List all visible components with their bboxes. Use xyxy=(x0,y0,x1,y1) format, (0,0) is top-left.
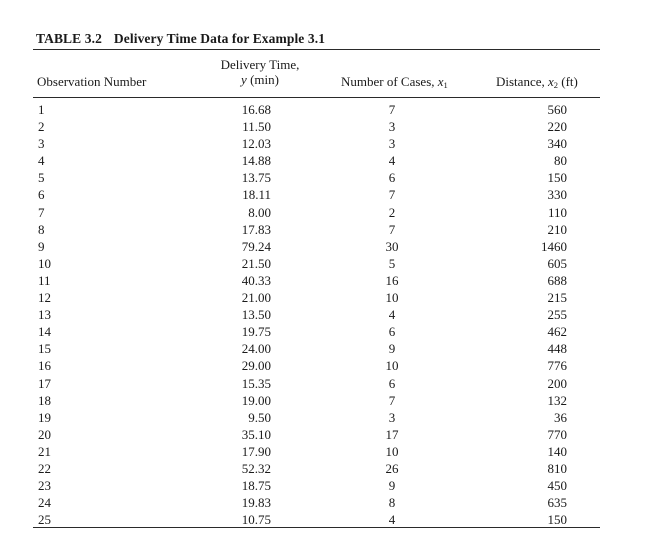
table-row xyxy=(0,306,647,323)
table-row xyxy=(0,392,647,409)
table-row xyxy=(0,426,647,443)
cell-number-of-cases: 3 xyxy=(388,409,396,425)
table-row xyxy=(0,204,647,221)
cell-observation: 25 xyxy=(38,512,51,528)
cell-number-of-cases: 9 xyxy=(388,341,396,357)
cell-distance: 215 xyxy=(547,290,567,306)
cell-delivery-time: 12.03 xyxy=(241,136,271,152)
cell-number-of-cases: 3 xyxy=(388,119,396,135)
cell-observation: 24 xyxy=(38,495,51,511)
table-row xyxy=(0,152,647,169)
cell-delivery-time: 13.75 xyxy=(241,170,271,186)
cell-distance: 150 xyxy=(547,512,567,528)
cell-distance: 560 xyxy=(547,102,567,117)
cell-observation: 1 xyxy=(38,102,45,117)
cell-delivery-time: 35.10 xyxy=(241,426,271,442)
cell-delivery-time: 19.83 xyxy=(241,495,271,511)
table-row xyxy=(0,238,647,255)
top-rule xyxy=(33,49,600,50)
cell-distance: 688 xyxy=(547,272,567,288)
cell-observation: 13 xyxy=(38,307,51,323)
cell-observation: 20 xyxy=(38,426,51,442)
cell-distance: 200 xyxy=(547,375,567,391)
cell-delivery-time: 10.75 xyxy=(241,512,271,528)
cell-observation: 11 xyxy=(38,272,51,288)
cell-number-of-cases: 7 xyxy=(388,221,396,237)
cell-delivery-time: 16.68 xyxy=(241,102,271,117)
cell-distance: 635 xyxy=(547,495,567,511)
cell-delivery-time: 19.75 xyxy=(241,324,271,340)
header-cases-sub: 1 xyxy=(443,80,448,90)
cell-distance: 340 xyxy=(547,136,567,152)
table-row xyxy=(0,255,647,272)
cell-delivery-time: 9.50 xyxy=(248,409,271,425)
cell-observation: 3 xyxy=(38,136,45,152)
table-row xyxy=(0,443,647,460)
cell-observation: 10 xyxy=(38,255,51,271)
table-row xyxy=(0,511,647,528)
cell-distance: 448 xyxy=(547,341,567,357)
table-body xyxy=(0,101,647,528)
cell-distance: 776 xyxy=(547,358,567,374)
cell-number-of-cases: 4 xyxy=(388,512,396,528)
bottom-rule xyxy=(33,527,600,528)
header-delivery-unit: (min) xyxy=(250,72,279,87)
table-row xyxy=(0,357,647,374)
cell-observation: 7 xyxy=(38,204,45,220)
cell-delivery-time: 17.83 xyxy=(241,221,271,237)
cell-number-of-cases: 6 xyxy=(388,170,396,186)
cell-delivery-time: 13.50 xyxy=(241,307,271,323)
cell-number-of-cases: 30 xyxy=(385,238,399,254)
cell-observation: 12 xyxy=(38,290,51,306)
cell-delivery-time: 21.00 xyxy=(241,290,271,306)
cell-distance: 132 xyxy=(547,392,567,408)
cell-delivery-time: 14.88 xyxy=(241,153,271,169)
cell-number-of-cases: 3 xyxy=(388,136,396,152)
table-row xyxy=(0,460,647,477)
table-row xyxy=(0,118,647,135)
header-delivery-time xyxy=(195,57,325,87)
cell-distance: 210 xyxy=(547,221,567,237)
cell-delivery-time: 79.24 xyxy=(241,238,271,254)
table-row xyxy=(0,101,647,118)
table-row xyxy=(0,221,647,238)
cell-delivery-time: 40.33 xyxy=(241,272,271,288)
cell-number-of-cases: 10 xyxy=(385,358,399,374)
cell-observation: 4 xyxy=(38,153,45,169)
cell-number-of-cases: 10 xyxy=(385,290,399,306)
cell-distance: 450 xyxy=(547,478,567,494)
cell-observation: 14 xyxy=(38,324,51,340)
header-distance xyxy=(496,74,578,89)
cell-observation: 5 xyxy=(38,170,45,186)
cell-distance: 1460 xyxy=(541,238,567,254)
cell-number-of-cases: 8 xyxy=(388,495,396,511)
cell-delivery-time: 8.00 xyxy=(248,204,271,220)
header-distance-var: x xyxy=(547,74,554,89)
header-number-of-cases xyxy=(341,74,448,89)
cell-number-of-cases: 2 xyxy=(388,204,396,220)
cell-observation: 18 xyxy=(38,392,51,408)
cell-number-of-cases: 26 xyxy=(385,460,399,476)
table-row xyxy=(0,375,647,392)
cell-delivery-time: 24.00 xyxy=(241,341,271,357)
table-row xyxy=(0,323,647,340)
cell-delivery-time: 19.00 xyxy=(241,392,271,408)
table-row xyxy=(0,494,647,511)
header-rule xyxy=(33,97,600,98)
cell-observation: 21 xyxy=(38,443,51,459)
cell-observation: 23 xyxy=(38,478,51,494)
table-number: TABLE 3.2 xyxy=(36,31,102,46)
table-row xyxy=(0,272,647,289)
cell-number-of-cases: 7 xyxy=(388,102,396,117)
cell-distance: 150 xyxy=(547,170,567,186)
table-caption xyxy=(36,31,325,47)
cell-observation: 8 xyxy=(38,221,45,237)
header-delivery-time-line1: Delivery Time, xyxy=(220,57,300,72)
header-observation-number: Observation Number xyxy=(37,74,147,89)
header-distance-sub: 2 xyxy=(553,80,559,90)
cell-distance: 140 xyxy=(547,443,567,459)
cell-observation: 16 xyxy=(38,358,51,374)
cell-number-of-cases: 6 xyxy=(388,375,396,391)
cell-observation: 17 xyxy=(38,375,51,391)
cell-observation: 2 xyxy=(38,119,45,135)
table-row xyxy=(0,169,647,186)
header-delivery-time-line2 xyxy=(195,72,325,87)
table-title: Delivery Time Data for Example 3.1 xyxy=(113,31,326,46)
cell-distance: 110 xyxy=(547,204,567,220)
header-distance-label: Distance, xyxy=(496,74,545,89)
cell-observation: 22 xyxy=(38,460,51,476)
cell-number-of-cases: 9 xyxy=(388,478,396,494)
cell-delivery-time: 52.32 xyxy=(241,460,271,476)
table-row xyxy=(0,289,647,306)
cell-distance: 220 xyxy=(547,119,567,135)
header-distance-unit: (ft) xyxy=(561,74,578,89)
cell-number-of-cases: 7 xyxy=(388,187,396,203)
cell-observation: 9 xyxy=(38,238,45,254)
cell-number-of-cases: 7 xyxy=(388,392,396,408)
cell-number-of-cases: 17 xyxy=(385,426,399,442)
cell-observation: 6 xyxy=(38,187,45,203)
table-row xyxy=(0,135,647,152)
cell-observation: 15 xyxy=(38,341,51,357)
cell-delivery-time: 29.00 xyxy=(241,358,271,374)
table-row xyxy=(0,477,647,494)
cell-distance: 36 xyxy=(554,409,567,425)
cell-delivery-time: 11.50 xyxy=(242,119,271,135)
cell-number-of-cases: 16 xyxy=(385,272,399,288)
cell-delivery-time: 15.35 xyxy=(241,375,271,391)
header-delivery-var: y xyxy=(241,72,247,87)
header-cases-var: x xyxy=(437,74,444,89)
cell-observation: 19 xyxy=(38,409,51,425)
cell-distance: 605 xyxy=(547,255,567,271)
cell-number-of-cases: 6 xyxy=(388,324,396,340)
header-cases-label: Number of Cases, xyxy=(341,74,435,89)
cell-delivery-time: 18.11 xyxy=(242,187,271,203)
table-row xyxy=(0,340,647,357)
table-row xyxy=(0,186,647,203)
cell-number-of-cases: 5 xyxy=(388,255,396,271)
cell-distance: 80 xyxy=(554,153,567,169)
cell-distance: 462 xyxy=(547,324,567,340)
cell-delivery-time: 17.90 xyxy=(241,443,271,459)
table-row xyxy=(0,409,647,426)
cell-distance: 810 xyxy=(547,460,567,476)
cell-distance: 770 xyxy=(547,426,567,442)
cell-delivery-time: 18.75 xyxy=(241,478,271,494)
cell-number-of-cases: 4 xyxy=(388,153,396,169)
cell-distance: 330 xyxy=(547,187,567,203)
cell-number-of-cases: 10 xyxy=(385,443,399,459)
cell-distance: 255 xyxy=(547,307,567,323)
cell-number-of-cases: 4 xyxy=(388,307,396,323)
cell-delivery-time: 21.50 xyxy=(241,255,271,271)
